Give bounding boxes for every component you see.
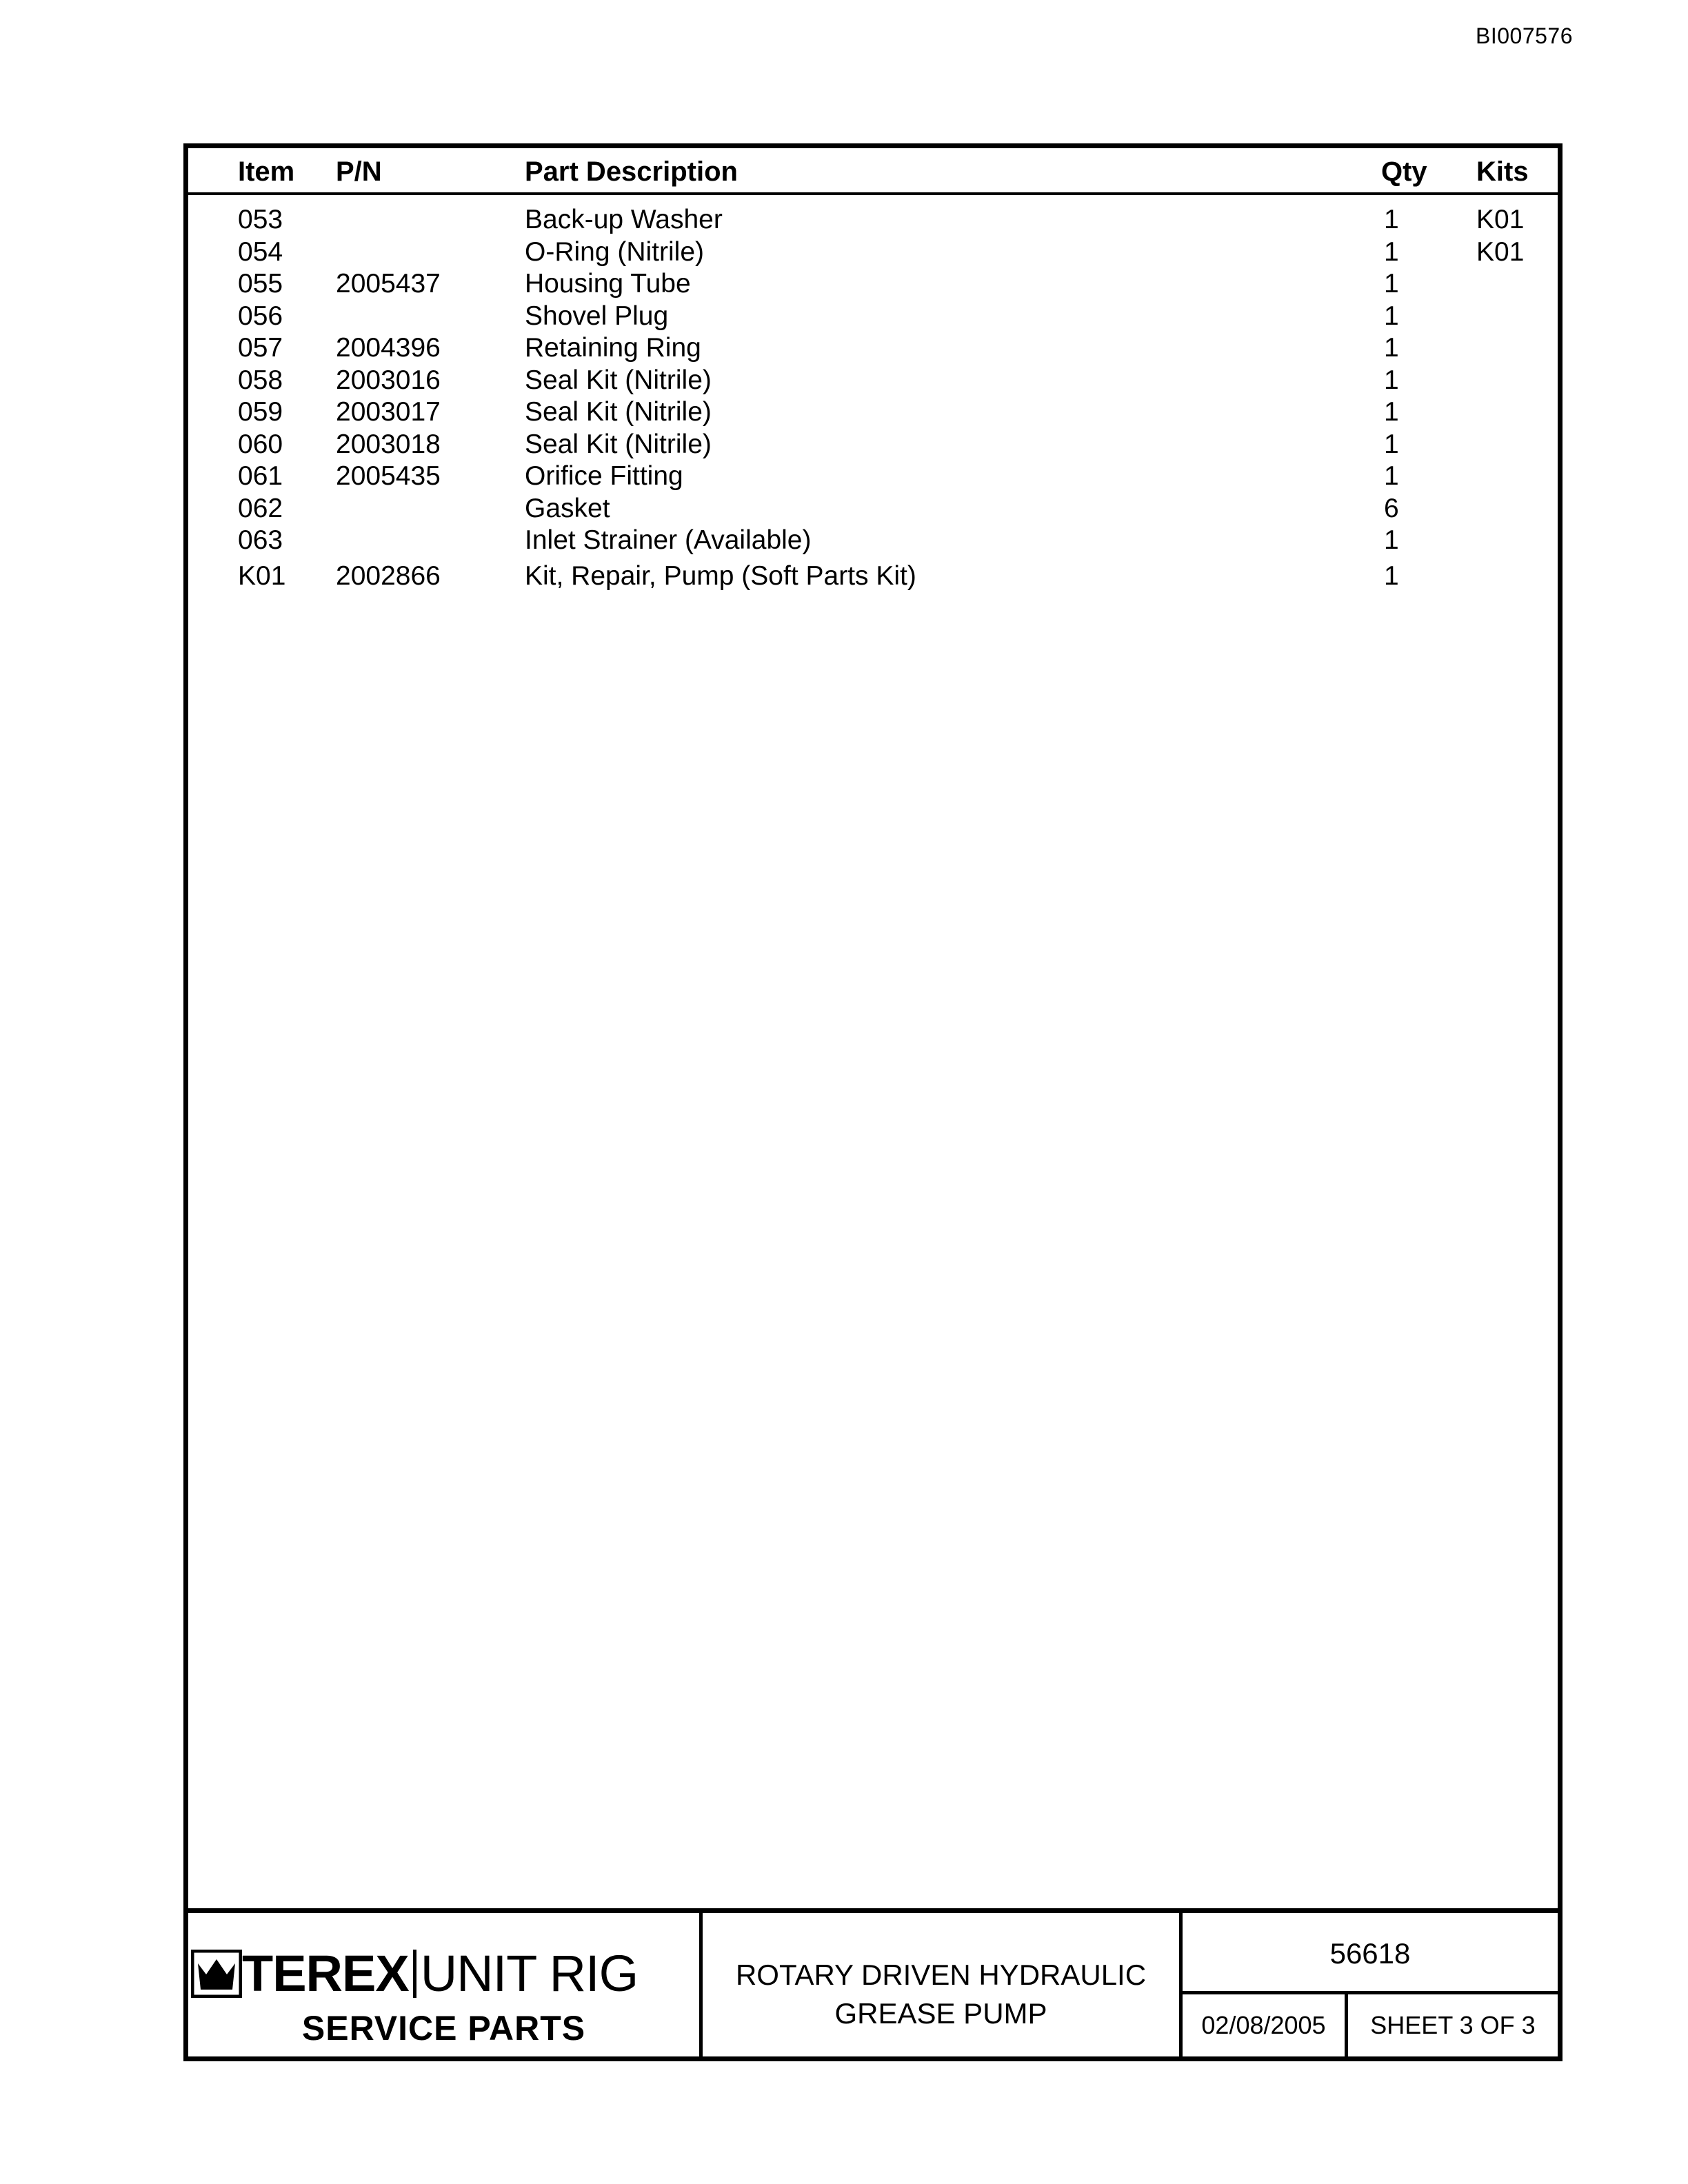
cell-item: 053 — [238, 205, 283, 234]
cell-item: 057 — [238, 333, 283, 363]
brand-divider — [413, 1950, 416, 1998]
table-header — [188, 148, 1558, 195]
header-qty: Qty — [1381, 156, 1427, 187]
cell-item: 058 — [238, 365, 283, 395]
cell-item: 060 — [238, 429, 283, 459]
cell-description: Retaining Ring — [525, 333, 701, 363]
document-id: BI007576 — [1476, 23, 1574, 48]
cell-item: 061 — [238, 461, 283, 491]
table-row — [188, 396, 1558, 428]
cell-pn: 2005435 — [336, 461, 441, 491]
terex-crown-logo-icon — [191, 1950, 242, 1998]
cell-item: K01 — [238, 560, 286, 591]
title-line-2: GREASE PUMP — [834, 1997, 1047, 2030]
cell-qty: 1 — [1384, 429, 1399, 459]
table-row — [188, 560, 1558, 592]
table-row — [188, 332, 1558, 364]
cell-pn: 2004396 — [336, 333, 441, 363]
brand-name: TEREX — [242, 1945, 409, 2002]
cell-qty: 1 — [1384, 301, 1399, 331]
service-label: SERVICE PARTS — [301, 2009, 586, 2048]
cell-qty: 1 — [1384, 333, 1399, 363]
header-item: Item — [238, 156, 295, 187]
cell-item: 054 — [238, 236, 283, 267]
cell-item: 062 — [238, 493, 283, 523]
cell-qty: 1 — [1384, 205, 1399, 234]
cell-pn: 2003016 — [336, 365, 441, 395]
title-line-1: ROTARY DRIVEN HYDRAULIC — [735, 1959, 1147, 1991]
parts-table-body — [188, 203, 1558, 592]
cell-kits: K01 — [1476, 236, 1525, 267]
drawing-title — [703, 1913, 1183, 2057]
drawing-number: 56618 — [1183, 1913, 1558, 1994]
table-row — [188, 524, 1558, 556]
sheet-number: SHEET 3 OF 3 — [1370, 2011, 1536, 2039]
table-row — [188, 460, 1558, 492]
header-pn: P/N — [336, 156, 382, 187]
parts-sheet — [183, 143, 1563, 2061]
cell-item: 063 — [238, 525, 283, 555]
cell-qty: 1 — [1384, 269, 1399, 299]
table-row — [188, 267, 1558, 300]
cell-item: 055 — [238, 269, 283, 299]
table-row — [188, 203, 1558, 236]
cell-description: Seal Kit (Nitrile) — [525, 429, 712, 459]
cell-description: Inlet Strainer (Available) — [525, 525, 812, 555]
cell-description: Seal Kit (Nitrile) — [525, 365, 712, 395]
cell-description: Housing Tube — [525, 269, 691, 299]
cell-description: Gasket — [525, 493, 610, 523]
cell-qty: 1 — [1384, 461, 1399, 491]
cell-qty: 1 — [1384, 365, 1399, 395]
cell-pn: 2005437 — [336, 269, 441, 299]
drawing-info — [1183, 1913, 1558, 2057]
company-block — [188, 1913, 703, 2057]
cell-description: Back-up Washer — [525, 205, 723, 234]
cell-kits: K01 — [1476, 205, 1525, 234]
cell-qty: 1 — [1384, 525, 1399, 555]
header-kits: Kits — [1476, 156, 1529, 187]
table-row — [188, 364, 1558, 396]
table-row — [188, 428, 1558, 461]
cell-qty: 6 — [1384, 493, 1399, 523]
cell-qty: 1 — [1384, 560, 1399, 591]
table-row — [188, 236, 1558, 268]
title-block — [188, 1908, 1558, 2057]
cell-pn: 2003018 — [336, 429, 441, 459]
cell-pn: 2003017 — [336, 397, 441, 427]
header-description: Part Description — [525, 156, 738, 187]
cell-description: Orifice Fitting — [525, 461, 683, 491]
cell-pn: 2002866 — [336, 560, 441, 591]
cell-description: Kit, Repair, Pump (Soft Parts Kit) — [525, 560, 916, 591]
cell-description: Seal Kit (Nitrile) — [525, 397, 712, 427]
drawing-date: 02/08/2005 — [1183, 1994, 1348, 2057]
cell-qty: 1 — [1384, 236, 1399, 267]
cell-description: O-Ring (Nitrile) — [525, 236, 705, 267]
cell-qty: 1 — [1384, 397, 1399, 427]
cell-description: Shovel Plug — [525, 301, 669, 331]
company-logo — [191, 1945, 639, 2002]
table-row — [188, 300, 1558, 332]
cell-item: 056 — [238, 301, 283, 331]
brand-subname: UNIT RIG — [420, 1945, 639, 2002]
table-row — [188, 492, 1558, 525]
cell-item: 059 — [238, 397, 283, 427]
